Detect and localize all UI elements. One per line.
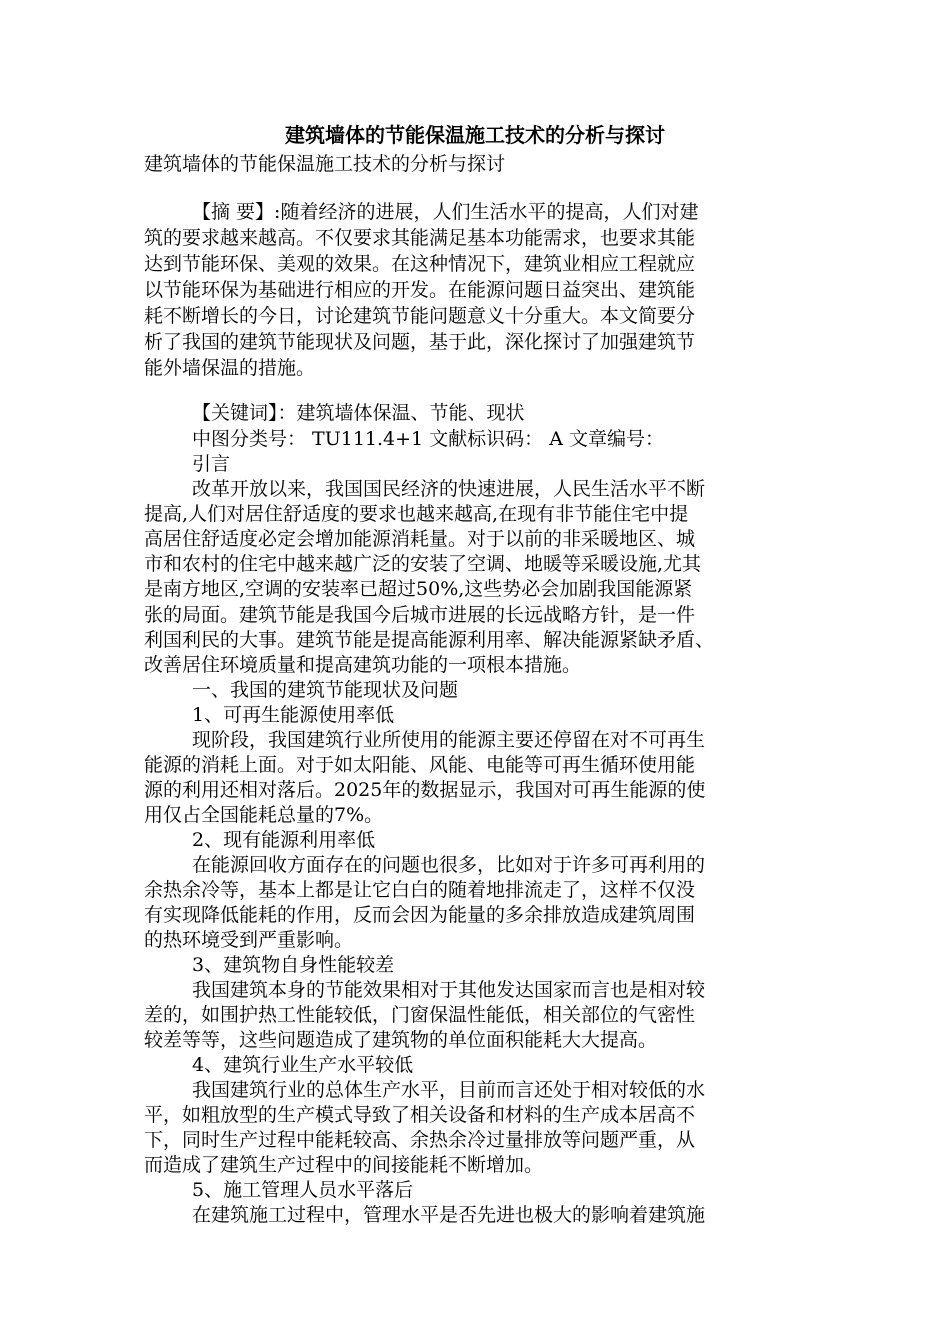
body-line: 我国建筑本身的节能效果相对于其他发达国家而言也是相对较: [192, 979, 706, 1001]
body-line: 达到节能环保、美观的效果。在这种情况下，建筑业相应工程就应: [144, 253, 696, 275]
body-line: 我国建筑行业的总体生产水平，目前而言还处于相对较低的水: [192, 1079, 706, 1101]
body-line: 改善居住环境质量和提高建筑功能的一项根本措施。: [144, 654, 582, 676]
body-line: 2、现有能源利用率低: [192, 829, 376, 851]
body-line: 3、建筑物自身性能较差: [192, 954, 395, 976]
body-line: 4、建筑行业生产水平较低: [192, 1054, 414, 1076]
body-line: 【摘 要】:随着经济的进展，人们生活水平的提高，人们对建: [192, 201, 699, 223]
body-line: 现阶段，我国建筑行业所使用的能源主要还停留在对不可再生: [192, 729, 706, 751]
body-line: 能源的消耗上面。对于如太阳能、风能、电能等可再生循环使用能: [144, 754, 696, 776]
body-line: 的热环境受到严重影响。: [144, 929, 354, 951]
body-line: 而造成了建筑生产过程中的间接能耗不断增加。: [144, 1154, 544, 1176]
body-line: 差的，如围护热工性能较低，门窗保温性能低，相关部位的气密性: [144, 1004, 696, 1026]
body-line: 张的局面。建筑节能是我国今后城市进展的长远战略方针，是一件: [144, 604, 696, 626]
body-line: 利国利民的大事。建筑节能是提高能源利用率、解决能源紧缺矛盾、: [144, 629, 715, 651]
body-line: 引言: [192, 453, 231, 475]
body-line: 能外墙保温的措施。: [144, 357, 316, 379]
body-line: 一、我国的建筑节能现状及问题: [192, 679, 459, 701]
body-line: 用仅占全国能耗总量的7%。: [144, 804, 384, 826]
body-line: 耗不断增长的今日，讨论建筑节能问题意义十分重大。本文简要分: [144, 305, 696, 327]
body-line: 在建筑施工过程中，管理水平是否先进也极大的影响着建筑施: [192, 1204, 706, 1226]
document-title: 建筑墙体的节能保温施工技术的分析与探讨: [285, 123, 665, 147]
body-line: 筑的要求越来越高。不仅要求其能满足基本功能需求，也要求其能: [144, 227, 696, 249]
body-line: 市和农村的住宅中越来越广泛的安装了空调、地暖等采暖设施,尤其: [144, 553, 702, 575]
body-line: 是南方地区,空调的安装率已超过50%,这些势必会加剧我国能源紧: [144, 578, 693, 600]
body-line: 5、施工管理人员水平落后: [192, 1179, 414, 1201]
body-line: 1、可再生能源使用率低: [192, 704, 395, 726]
body-line: 析了我国的建筑节能现状及问题，基于此，深化探讨了加强建筑节: [144, 331, 696, 353]
document-subtitle: 建筑墙体的节能保温施工技术的分析与探讨: [144, 153, 506, 175]
body-line: 有实现降低能耗的作用，反而会因为能量的多余排放造成建筑周围: [144, 904, 696, 926]
body-line: 高居住舒适度必定会增加能源消耗量。对于以前的非采暖地区、城: [144, 528, 696, 550]
body-line: 提高,人们对居住舒适度的要求也越来越高,在现有非节能住宅中提: [144, 503, 689, 525]
body-line: 余热余冷等，基本上都是让它白白的随着地排流走了，这样不仅没: [144, 879, 696, 901]
body-line: 较差等等，这些问题造成了建筑物的单位面积能耗大大提高。: [144, 1029, 658, 1051]
body-line: 以节能环保为基础进行相应的开发。在能源问题日益突出、建筑能: [144, 279, 696, 301]
body-line: 平，如粗放型的生产模式导致了相关设备和材料的生产成本居高不: [144, 1104, 696, 1126]
body-line: 在能源回收方面存在的问题也很多，比如对于许多可再利用的: [192, 854, 706, 876]
body-line: 改革开放以来，我国国民经济的快速进展，人民生活水平不断: [192, 478, 706, 500]
body-line: 下，同时生产过程中能耗较高、余热余冷过量排放等问题严重，从: [144, 1129, 696, 1151]
body-line: 中图分类号： TU111.4+1 文献标识码： A 文章编号：: [192, 428, 664, 450]
body-line: 【关键词】：建筑墙体保温、节能、现状: [192, 402, 525, 424]
body-line: 源的利用还相对落后。2025年的数据显示，我国对可再生能源的使: [144, 779, 706, 801]
